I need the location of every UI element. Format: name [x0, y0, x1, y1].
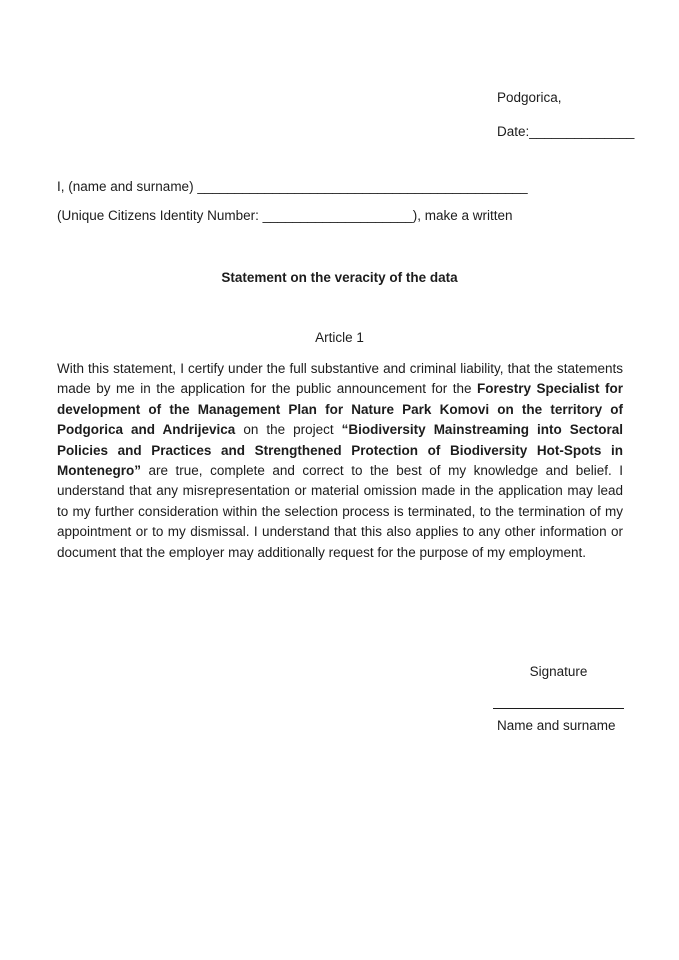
document-title: Statement on the veracity of the data: [221, 270, 458, 285]
signature-block: [493, 664, 624, 733]
date-row: [497, 124, 634, 140]
signature-line: [493, 708, 624, 709]
signature-label: Signature: [529, 664, 588, 679]
paragraph-text-segment: With this statement, I certify under the full substantive and criminal liability, that the statements made by me in the application for the public announcement for the: [57, 361, 623, 397]
article-heading: Article 1: [315, 330, 364, 345]
paragraph-text-segment: are true, complete and correct to the best of my knowledge and belief. I understand that any misrepresentation or material omission made in the application may lead to my further consideration within the selection process is terminated, to the termination of my appointment or to my dismissal. I understand that this also applies to any other information or document that the employer may additionally request for the purpose of my employment.: [57, 463, 623, 560]
name-surname-blank-line: ____________________________________________: [197, 179, 528, 194]
identity-number-blank-line: ____________________: [262, 208, 413, 224]
identity-number-label: (Unique Citizens Identity Number:: [57, 208, 263, 224]
paragraph-bold-segment: “Biodiversity Mainstreaming into Sectoral Policies and Practices and Strengthened Protection of Biodiversity Hot-Spots in Montenegro”: [57, 422, 623, 479]
date-blank-line: ______________: [529, 124, 635, 140]
date-label: Date:: [497, 124, 530, 140]
paragraph-bold-segment: Forestry Specialist for development of the Management Plan for Nature Park Komovi on the territory of Podgorica and Andrijevica: [57, 381, 623, 438]
intro-section: [57, 179, 623, 237]
name-surname-line: [57, 179, 623, 195]
article-paragraph: [57, 359, 623, 563]
place-text: Podgorica,: [497, 90, 562, 105]
name-surname-caption: Name and surname: [497, 718, 616, 733]
identity-number-line: [57, 208, 623, 224]
identity-number-suffix: ), make a written: [412, 208, 513, 224]
paragraph-text-segment: on the project: [235, 422, 342, 438]
name-surname-label: I, (name and surname): [57, 179, 198, 194]
header-place-date: [497, 90, 634, 140]
